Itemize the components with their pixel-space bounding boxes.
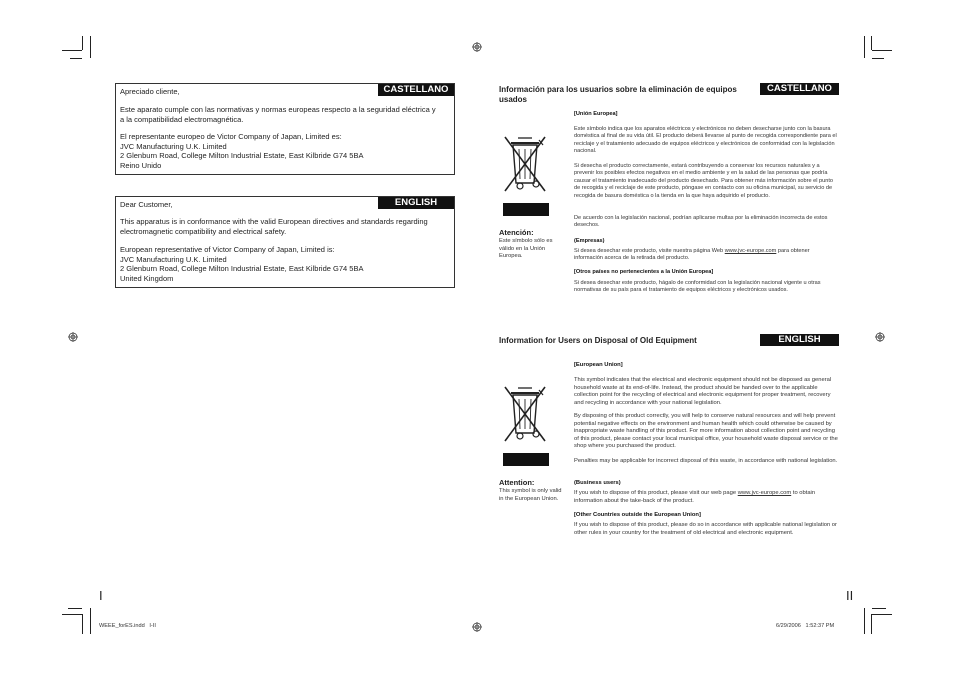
attention-title: Atención: bbox=[499, 228, 534, 237]
business-text: Si desea desechar este producto, visite nuestra página Web bbox=[574, 248, 724, 254]
registration-mark-icon bbox=[472, 42, 482, 52]
greeting: Dear Customer, bbox=[120, 200, 173, 209]
greeting: Apreciado cliente, bbox=[120, 87, 180, 96]
language-badge: ENGLISH bbox=[760, 334, 839, 346]
other-countries-text: Si desea desechar este producto, hágalo de conformidad con la legislación nacional vigente u otras normativas de su país para el tratamiento de equipos eléctricos y electrónicos usados. bbox=[574, 280, 821, 294]
other-countries-text: If you wish to dispose of this product, please do so in accordance with applicable national legislation or other rules in your country for the treatment of old electrical and electronic equipment. bbox=[574, 522, 837, 536]
language-badge: CASTELLANO bbox=[378, 84, 454, 96]
business-tail: to obtain information about the take-back of the product. bbox=[574, 490, 816, 504]
registration-mark-icon bbox=[68, 332, 78, 342]
page-number: II bbox=[846, 588, 854, 603]
business-text: If you wish to dispose of this product, please visit our web page bbox=[574, 490, 737, 496]
website-link[interactable]: www.jvc-europe.com bbox=[737, 490, 792, 496]
registration-mark-icon bbox=[472, 622, 482, 632]
attention-title: Attention: bbox=[499, 478, 535, 487]
company-name: JVC Manufacturing U.K. Limited bbox=[120, 254, 227, 264]
castellano-notice-box bbox=[115, 83, 455, 175]
eu-heading: [European Union] bbox=[574, 362, 623, 368]
address: 2 Glenburn Road, College Milton Industrial Estate, East Kilbride G74 5BA bbox=[120, 264, 364, 274]
page-number: I bbox=[99, 588, 103, 603]
language-badge: CASTELLANO bbox=[760, 83, 839, 95]
section-title: Information for Users on Disposal of Old Equipment bbox=[499, 336, 697, 345]
company-name: JVC Manufacturing U.K. Limited bbox=[120, 141, 227, 151]
crossed-bin-icon bbox=[499, 383, 551, 467]
conformity-statement: Este aparato cumple con las normativas y normas europeas respecto a la seguridad eléctrica y a la compatibilidad electromagnética. bbox=[120, 105, 436, 124]
attention-text: Este símbolo sólo es válido en la Unión Europea. bbox=[499, 238, 553, 260]
website-link[interactable]: www.jvc-europe.com bbox=[724, 248, 777, 254]
other-countries-heading: [Other Countries outside the European Union] bbox=[574, 512, 701, 518]
language-badge: ENGLISH bbox=[378, 197, 454, 209]
date-slug: 6/29/2006 1:52:37 PM bbox=[776, 623, 835, 629]
business-tail: para obtener información acerca de la retirada del producto. bbox=[574, 248, 810, 262]
address: 2 Glenburn Road, College Milton Industrial Estate, East Kilbride G74 5BA bbox=[120, 151, 364, 161]
business-heading: (Empresas) bbox=[574, 238, 605, 244]
eu-paragraph-1: This symbol indicates that the electrical and electronic equipment should not be disposed as general household waste at its end-of-life. Instead, the product should be handed over to the applicable collection point for the recycling of electrical and electronic equipment for proper treatment, recovery and recycling in accordance with your national legislation. bbox=[574, 377, 832, 406]
business-heading: (Business users) bbox=[574, 480, 621, 486]
crossed-bin-icon bbox=[499, 133, 551, 217]
registration-mark-icon bbox=[875, 332, 885, 342]
file-slug: WEEE_forES.indd I-II bbox=[99, 623, 156, 629]
eu-paragraph-2: Si desecha el producto correctamente, estará contribuyendo a conservar los recursos naturales y a prevenir los posibles efectos negativos en el medio ambiente y en la salud de las personas que podría causar el tratamiento inadecuado del producto desechado. Para obtener más información sobre el punto de recogida y el reciclaje de este producto, póngase en contacto con su oficina municipal, su servicio de recogida de basura doméstica o la tienda en la que haya adquirido el producto. bbox=[574, 163, 834, 199]
conformity-statement: This apparatus is in conformance with the valid European directives and standards regarding electromagnetic compatibility and electrical safety. bbox=[120, 217, 428, 236]
country: United Kingdom bbox=[120, 273, 174, 283]
business-paragraph bbox=[574, 490, 840, 505]
english-notice-box bbox=[115, 196, 455, 288]
country: Reino Unido bbox=[120, 160, 162, 170]
eu-paragraph-3: Penalties may be applicable for incorrect disposal of this waste, in accordance with national legislation. bbox=[574, 458, 838, 464]
eu-paragraph-3: De acuerdo con la legislación nacional, podrían aplicarse multas por la eliminación incorrecta de estos desechos. bbox=[574, 215, 828, 229]
other-countries-heading: [Otros países no pertenecientes a la Unión Europea] bbox=[574, 269, 714, 275]
representative-line: El representante europeo de Victor Company of Japan, Limited es: bbox=[120, 132, 342, 141]
eu-paragraph-2: By disposing of this product correctly, you will help to conserve natural resources and will help prevent potential negative effects on the environment and human health which could otherwise be caused by inappropriate waste handling of this product. For more information about collection point and recycling of this product, please contact your local municipal office, your household waste disposal service or the shop where you purchased the product. bbox=[574, 413, 838, 450]
eu-paragraph-1: Este símbolo indica que los aparatos eléctricos y electrónicos no deben desecharse junto con la basura doméstica al final de su vida útil. El producto deberá llevarse al punto de recogida correspondiente para el reciclaje y el tratamiento adecuado de equipos eléctricos y electrónicos de conformidad con la legislación nacional. bbox=[574, 126, 837, 155]
attention-text: This symbol is only valid in the European Union. bbox=[499, 488, 562, 502]
eu-heading: [Unión Europea] bbox=[574, 111, 618, 117]
business-paragraph bbox=[574, 248, 840, 263]
section-title: Información para los usuarios sobre la eliminación de equipos usados bbox=[499, 85, 737, 104]
representative-line: European representative of Victor Company of Japan, Limited is: bbox=[120, 245, 335, 254]
